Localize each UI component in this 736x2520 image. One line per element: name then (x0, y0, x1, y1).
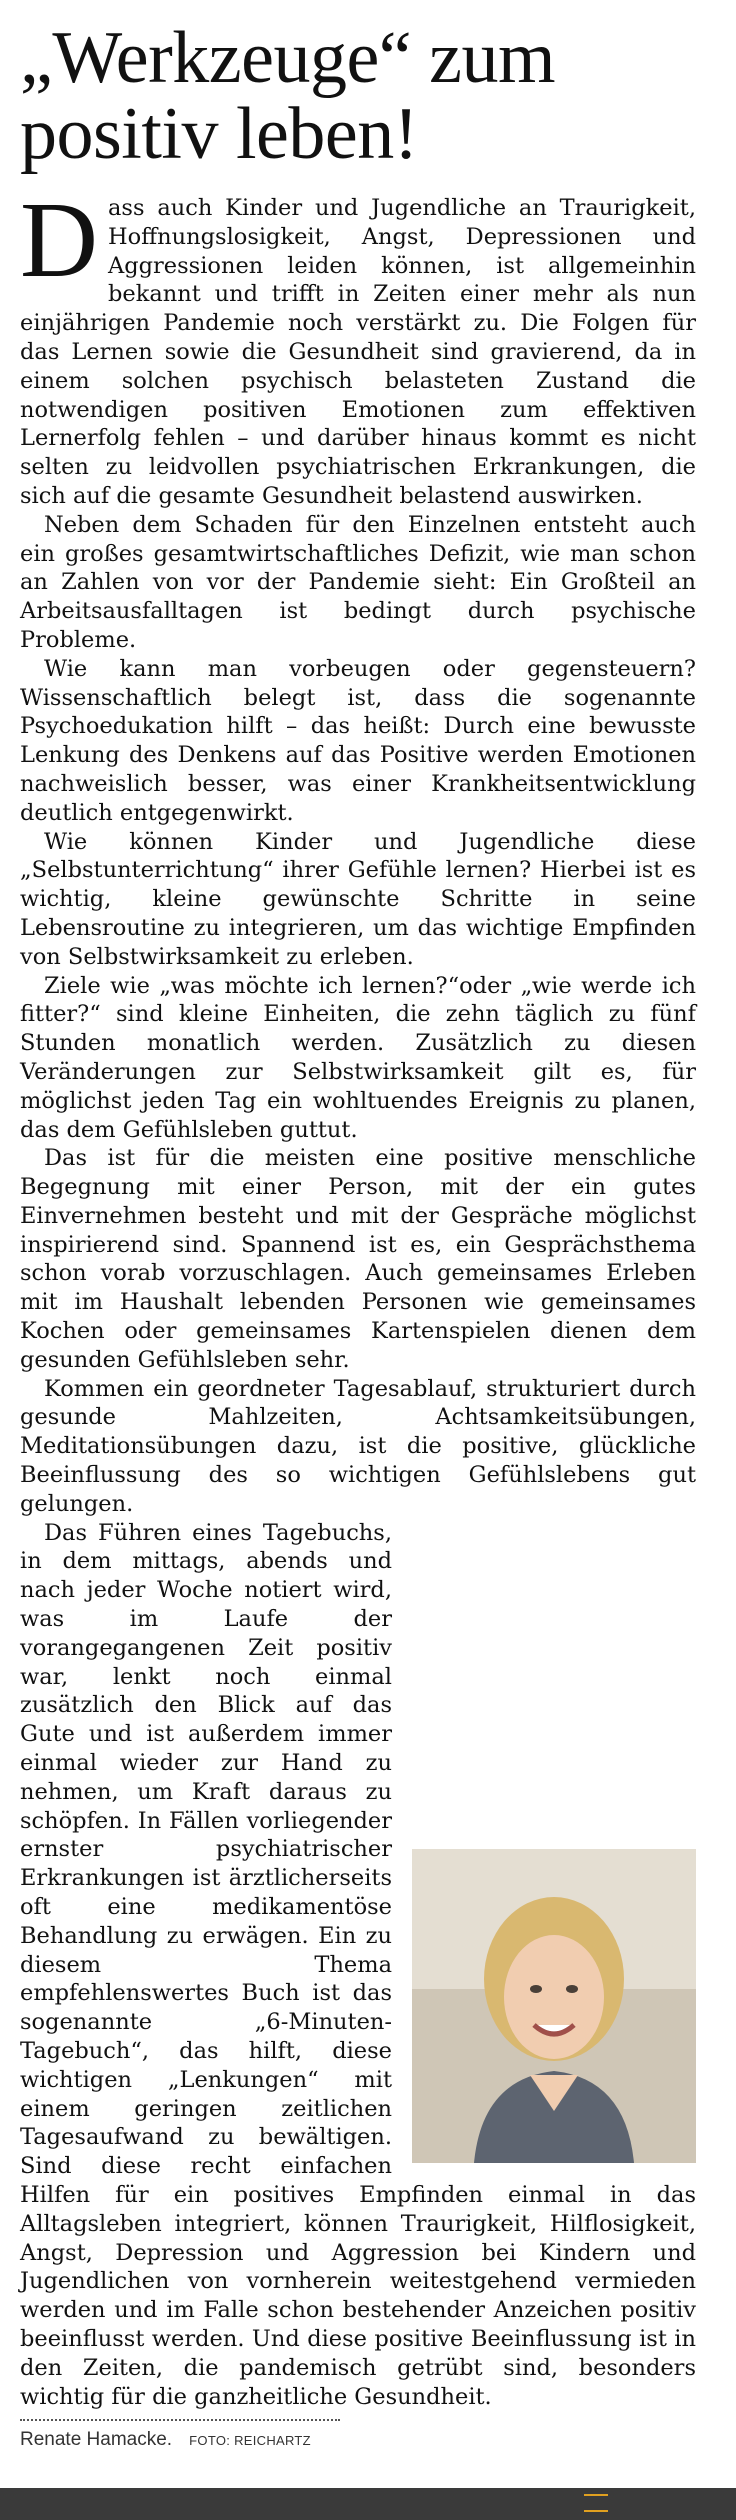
paragraph-1 (20, 181, 696, 511)
article-body (20, 181, 696, 2411)
paragraph-1-text: ass auch Kinder und Jugendliche an Traurigkeit, Hoffnungslosigkeit, Angst, Depressionen und Aggressionen leiden können, ist allgemeinhin bekannt und trifft in Zeiten einer mehr als nun einjährigen Pandemie noch verstärkt zu. Die Folgen für das Lernen sowie die Gesundheit sind gravierend, da in einem solchen psychisch belasteten Zustand die notwendigen positiven Emotionen zum effektiven Lernerfolg fehlen – und darüber hinaus kommt es nicht selten zu leidvollen psychiatrischen Erkrankungen, die sich auf die gesamte Gesundheit belastend auswirken. (20, 195, 696, 509)
paragraph-5: Ziele wie „was möchte ich lernen?“oder „wie werde ich fitter?“ sind kleine Einheiten, die zehn täglich zu fünf Stunden monatlich werden. Zusätzlich zu diesen Veränderungen zur Selbstwirksamkeit gilt es, für möglichst jeden Tag ein wohltuendes Ereignis zu planen, das dem Gefühlsleben guttut. (20, 972, 696, 1143)
paragraph-8: Das Führen eines Tagebuchs, in dem mittags, abends und nach jeder Woche notiert wird, was im Laufe der vorangegangenen Zeit positiv war, lenkt noch einmal zusätzlich den Blick auf das Gute und ist außerdem immer einmal wieder zur Hand zu nehmen, um Kraft daraus zu schöpfen. In Fällen vorliegender ernster psychiatrischer Erkrankungen ist ärztlicherseits oft eine medikamentöse Behandlung zu erwägen. Ein zu diesem Thema empfehlenswertes Buch ist das sogenannte „6-Minuten-Tagebuch“, das hilft, diese wichtigen „Lenkungen“ mit einem geringen zeitlichen Tagesaufwand zu bewältigen. Sind diese recht einfachen Hilfen für ein positives Empfinden einmal in das Alltagsleben integriert, können Traurigkeit, Hilflosigkeit, Angst, Depression und Aggression bei Kindern und Jugendlichen von vornherein weitestgehend vermieden werden und im Falle schon bestehender Anzeichen positiv beeinflusst werden. Und diese positive Beeinflussung ist in den Zeiten, die pandemisch getrübt sind, besonders wichtig für die ganzheitliche Gesundheit. (20, 1519, 696, 2410)
paragraph-6: Das ist für die meisten eine positive menschliche Begegnung mit einer Person, mit der ein gutes Einvernehmen besteht und mit der Gespräche möglichst inspirierend sind. Spannend ist es, ein Gesprächsthema schon vorab vorzuschlagen. Auch gemeinsames Erleben mit im Haushalt lebenden Personen wie gemeinsames Kochen oder gemeinsames Kartenspielen dienen dem gesunden Gefühlsleben sehr. (20, 1145, 696, 1373)
headline-line-2: positiv leben! (20, 93, 418, 175)
bottom-toolbar (0, 2488, 736, 2520)
menu-icon[interactable] (584, 2494, 608, 2512)
paragraph-3: Wie kann man vorbeugen oder gegensteuern? Wissenschaftlich belegt ist, dass die sogenannte Psychoedukation hilft – das heißt: Durch eine bewusste Lenkung des Denkens auf das Positive werden Emotionen nachweislich besser, was einer Krankheitsentwicklung deutlich entgegenwirkt. (20, 655, 696, 826)
author-portrait-image (412, 1849, 696, 2163)
author-name: Renate Hamacke. (20, 2429, 173, 2451)
drop-cap: D (20, 181, 98, 300)
paragraph-4: Wie können Kinder und Jugendliche diese „Selbstunterrichtung“ ihrer Gefühle lernen? Hierbei ist es wichtig, kleine gewünschte Schritte in seine Lebensroutine zu integrieren, um das wichtige Empfinden von Selbstwirksamkeit zu erleben. (20, 828, 696, 970)
article (20, 17, 696, 2451)
photo-credit: FOTO: REICHARTZ (189, 2433, 311, 2449)
caption (20, 2419, 340, 2451)
paragraph-2: Neben dem Schaden für den Einzelnen entsteht auch ein großes gesamtwirtschaftliches Defizit, wie man schon an Zahlen von vor der Pandemie sieht: Ein Großteil an Arbeitsausfalltagen ist bedingt durch psychische Probleme. (20, 511, 696, 653)
headline (20, 17, 696, 175)
author-photo (412, 1849, 696, 2163)
headline-line-1: „Werkzeuge“ zum (20, 17, 556, 99)
paragraph-7: Kommen ein geordneter Tagesablauf, strukturiert durch gesunde Mahlzeiten, Achtsamkeitsübungen, Meditationsübungen dazu, ist die positive, glückliche Beeinflussung des so wichtigen Gefühlslebens gut gelungen. (20, 1375, 696, 1517)
